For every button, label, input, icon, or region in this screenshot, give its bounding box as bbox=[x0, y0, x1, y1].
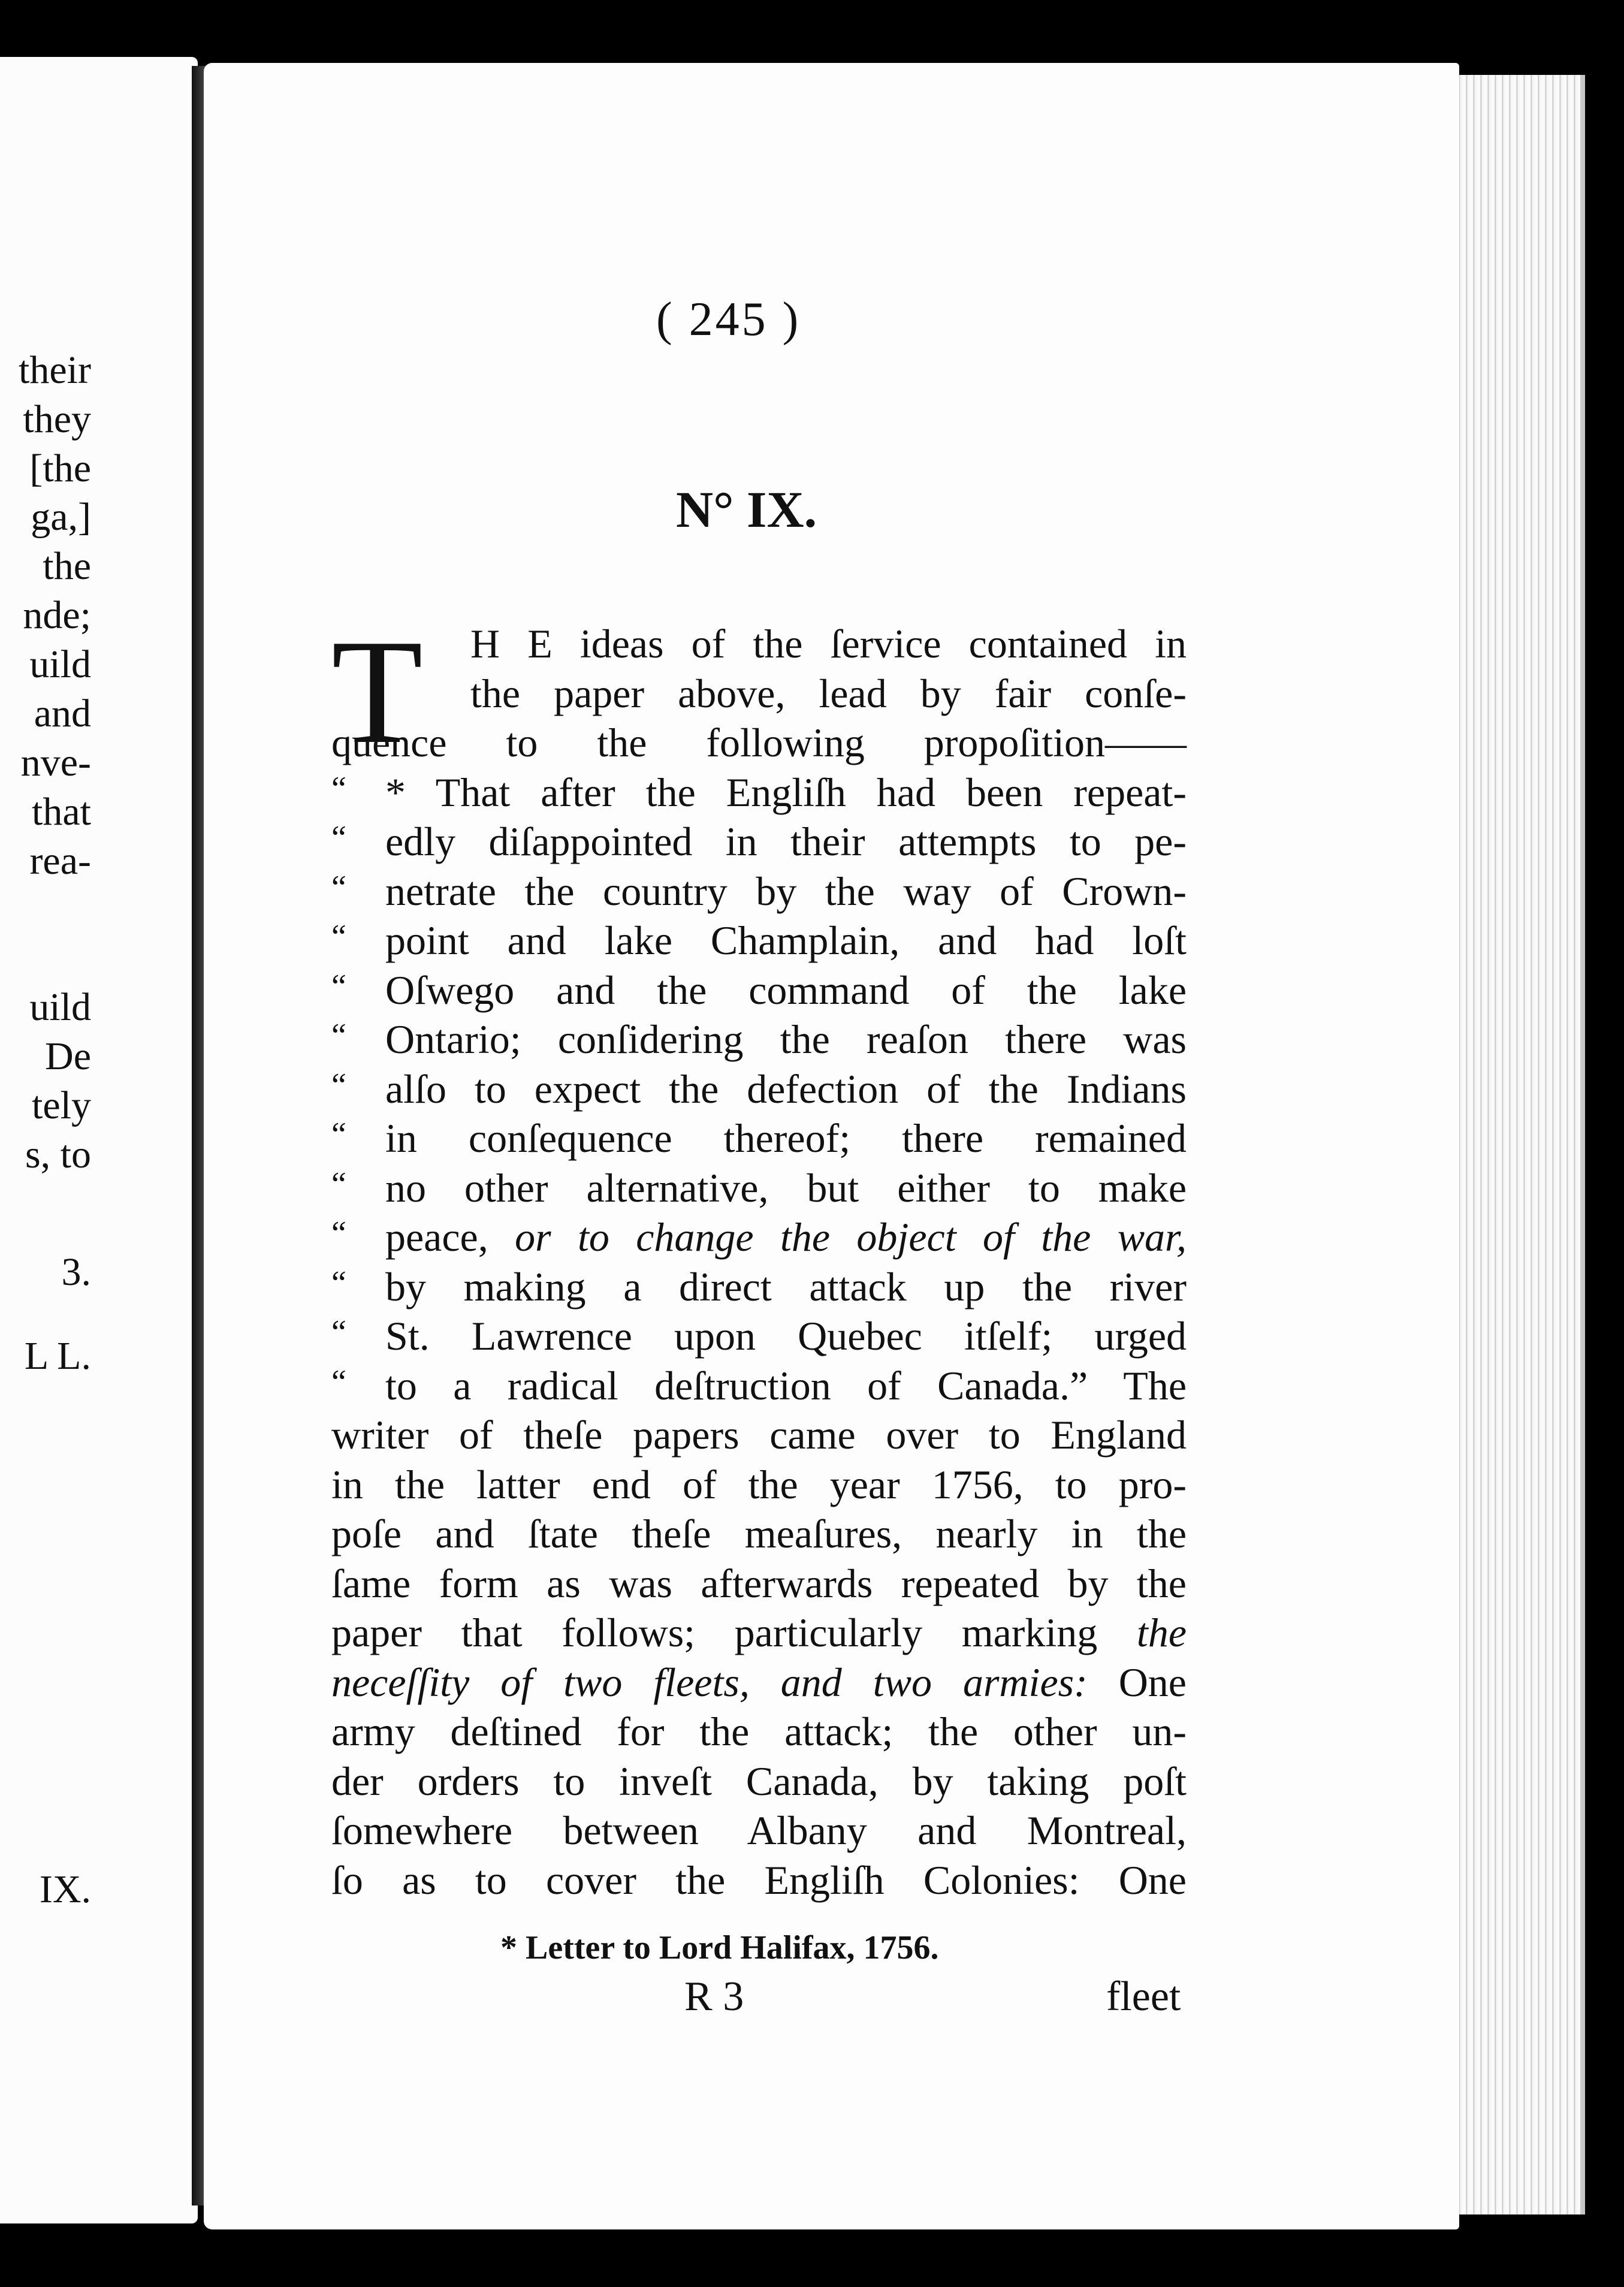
quote-mark: “ bbox=[331, 868, 346, 906]
facing-page-text-fragment: ga,] bbox=[31, 495, 91, 539]
facing-page-text-fragment: nve- bbox=[20, 741, 91, 785]
quote-mark: “ bbox=[331, 819, 346, 856]
quote-mark: “ bbox=[331, 1363, 346, 1401]
body-line: paper that follows; particularly marking the bbox=[331, 1610, 1187, 1655]
facing-page-text-fragment: they bbox=[23, 397, 91, 441]
page-number: ( 245 ) bbox=[656, 293, 801, 346]
quote-mark: “ bbox=[331, 1165, 346, 1203]
facing-page-text-fragment: rea- bbox=[29, 839, 91, 883]
body-line: Ontario; conſidering the reaſon there was bbox=[385, 1016, 1187, 1062]
facing-page-text-fragment: L L. bbox=[24, 1334, 91, 1378]
body-line: writer of theſe papers came over to England bbox=[331, 1412, 1187, 1458]
facing-page-fragment bbox=[0, 57, 198, 2223]
facing-page-text-fragment: and bbox=[34, 692, 91, 735]
body-line: neceſſity of two fleets, and two armies: One bbox=[331, 1659, 1187, 1705]
facing-page-text-fragment: tely bbox=[32, 1084, 91, 1127]
body-line: point and lake Champlain, and had loſt bbox=[385, 918, 1187, 963]
body-line: to a radical deſtruction of Canada.” The bbox=[385, 1362, 1187, 1408]
body-line: edly diſappointed in their attempts to pe- bbox=[385, 819, 1187, 864]
body-line: ſo as to cover the Engliſh Colonies: One bbox=[331, 1857, 1187, 1903]
body-line: the paper above, lead by fair conſe- bbox=[470, 670, 1187, 716]
body-line: army deſtined for the attack; the other un- bbox=[331, 1709, 1187, 1754]
quote-mark: “ bbox=[331, 1017, 346, 1054]
body-line: Oſwego and the command of the lake bbox=[385, 967, 1187, 1013]
facing-page-text-fragment: s, to bbox=[25, 1133, 91, 1176]
quote-mark: “ bbox=[331, 770, 346, 807]
facing-page-text-fragment: nde; bbox=[23, 593, 91, 637]
body-line: no other alternative, but either to make bbox=[385, 1164, 1187, 1211]
body-line: * That after the Engliſh had been repeat- bbox=[385, 769, 1187, 815]
quote-mark: “ bbox=[331, 967, 346, 1005]
quote-mark: “ bbox=[331, 1314, 346, 1351]
body-line: ſame form as was afterwards repeated by the bbox=[331, 1560, 1187, 1606]
facing-page-text-fragment: De bbox=[45, 1034, 91, 1078]
facing-page-text-fragment: the bbox=[43, 544, 91, 588]
facing-page-text-fragment: their bbox=[19, 348, 91, 392]
drop-cap: T bbox=[331, 609, 423, 775]
page-edges bbox=[1441, 75, 1585, 2214]
body-line: in the latter end of the year 1756, to pro- bbox=[331, 1461, 1187, 1507]
facing-page-text-fragment: [the bbox=[29, 446, 91, 490]
section-heading: N° IX. bbox=[676, 481, 817, 538]
body-line: peace, or to change the object of the war, bbox=[385, 1214, 1187, 1260]
facing-page-text-fragment: uild bbox=[29, 642, 91, 686]
facing-page-text-fragment: uild bbox=[29, 985, 91, 1029]
body-line: in conſequence thereof; there remained bbox=[385, 1115, 1187, 1161]
body-line: poſe and ſtate theſe meaſures, nearly in the bbox=[331, 1511, 1187, 1556]
body-line: ſomewhere between Albany and Montreal, bbox=[331, 1808, 1187, 1853]
quote-mark: “ bbox=[331, 1264, 346, 1302]
facing-page-text-fragment: 3. bbox=[61, 1250, 91, 1294]
facing-page-text-fragment: that bbox=[32, 790, 91, 834]
quote-mark: “ bbox=[331, 1215, 346, 1252]
footnote: * Letter to Lord Halifax, 1756. bbox=[500, 1929, 939, 1966]
catchword: fleet bbox=[1106, 1974, 1181, 2020]
quote-mark: “ bbox=[331, 1066, 346, 1104]
facing-page-text-fragment: IX. bbox=[39, 1867, 91, 1911]
quote-mark: “ bbox=[331, 918, 346, 955]
body-line: netrate the country by the way of Crown- bbox=[385, 868, 1187, 914]
body-line: quence to the following propoſition—— bbox=[331, 720, 1187, 765]
body-line: by making a direct attack up the river bbox=[385, 1263, 1187, 1310]
body-line: H E ideas of the ſervice contained in bbox=[470, 621, 1187, 666]
signature-mark: R 3 bbox=[684, 1974, 744, 2020]
body-line: St. Lawrence upon Quebec itſelf; urged bbox=[385, 1313, 1187, 1359]
body-line: der orders to inveſt Canada, by taking poſt bbox=[331, 1758, 1187, 1804]
quote-mark: “ bbox=[331, 1116, 346, 1153]
body-line: alſo to expect the defection of the Indians bbox=[385, 1066, 1187, 1112]
